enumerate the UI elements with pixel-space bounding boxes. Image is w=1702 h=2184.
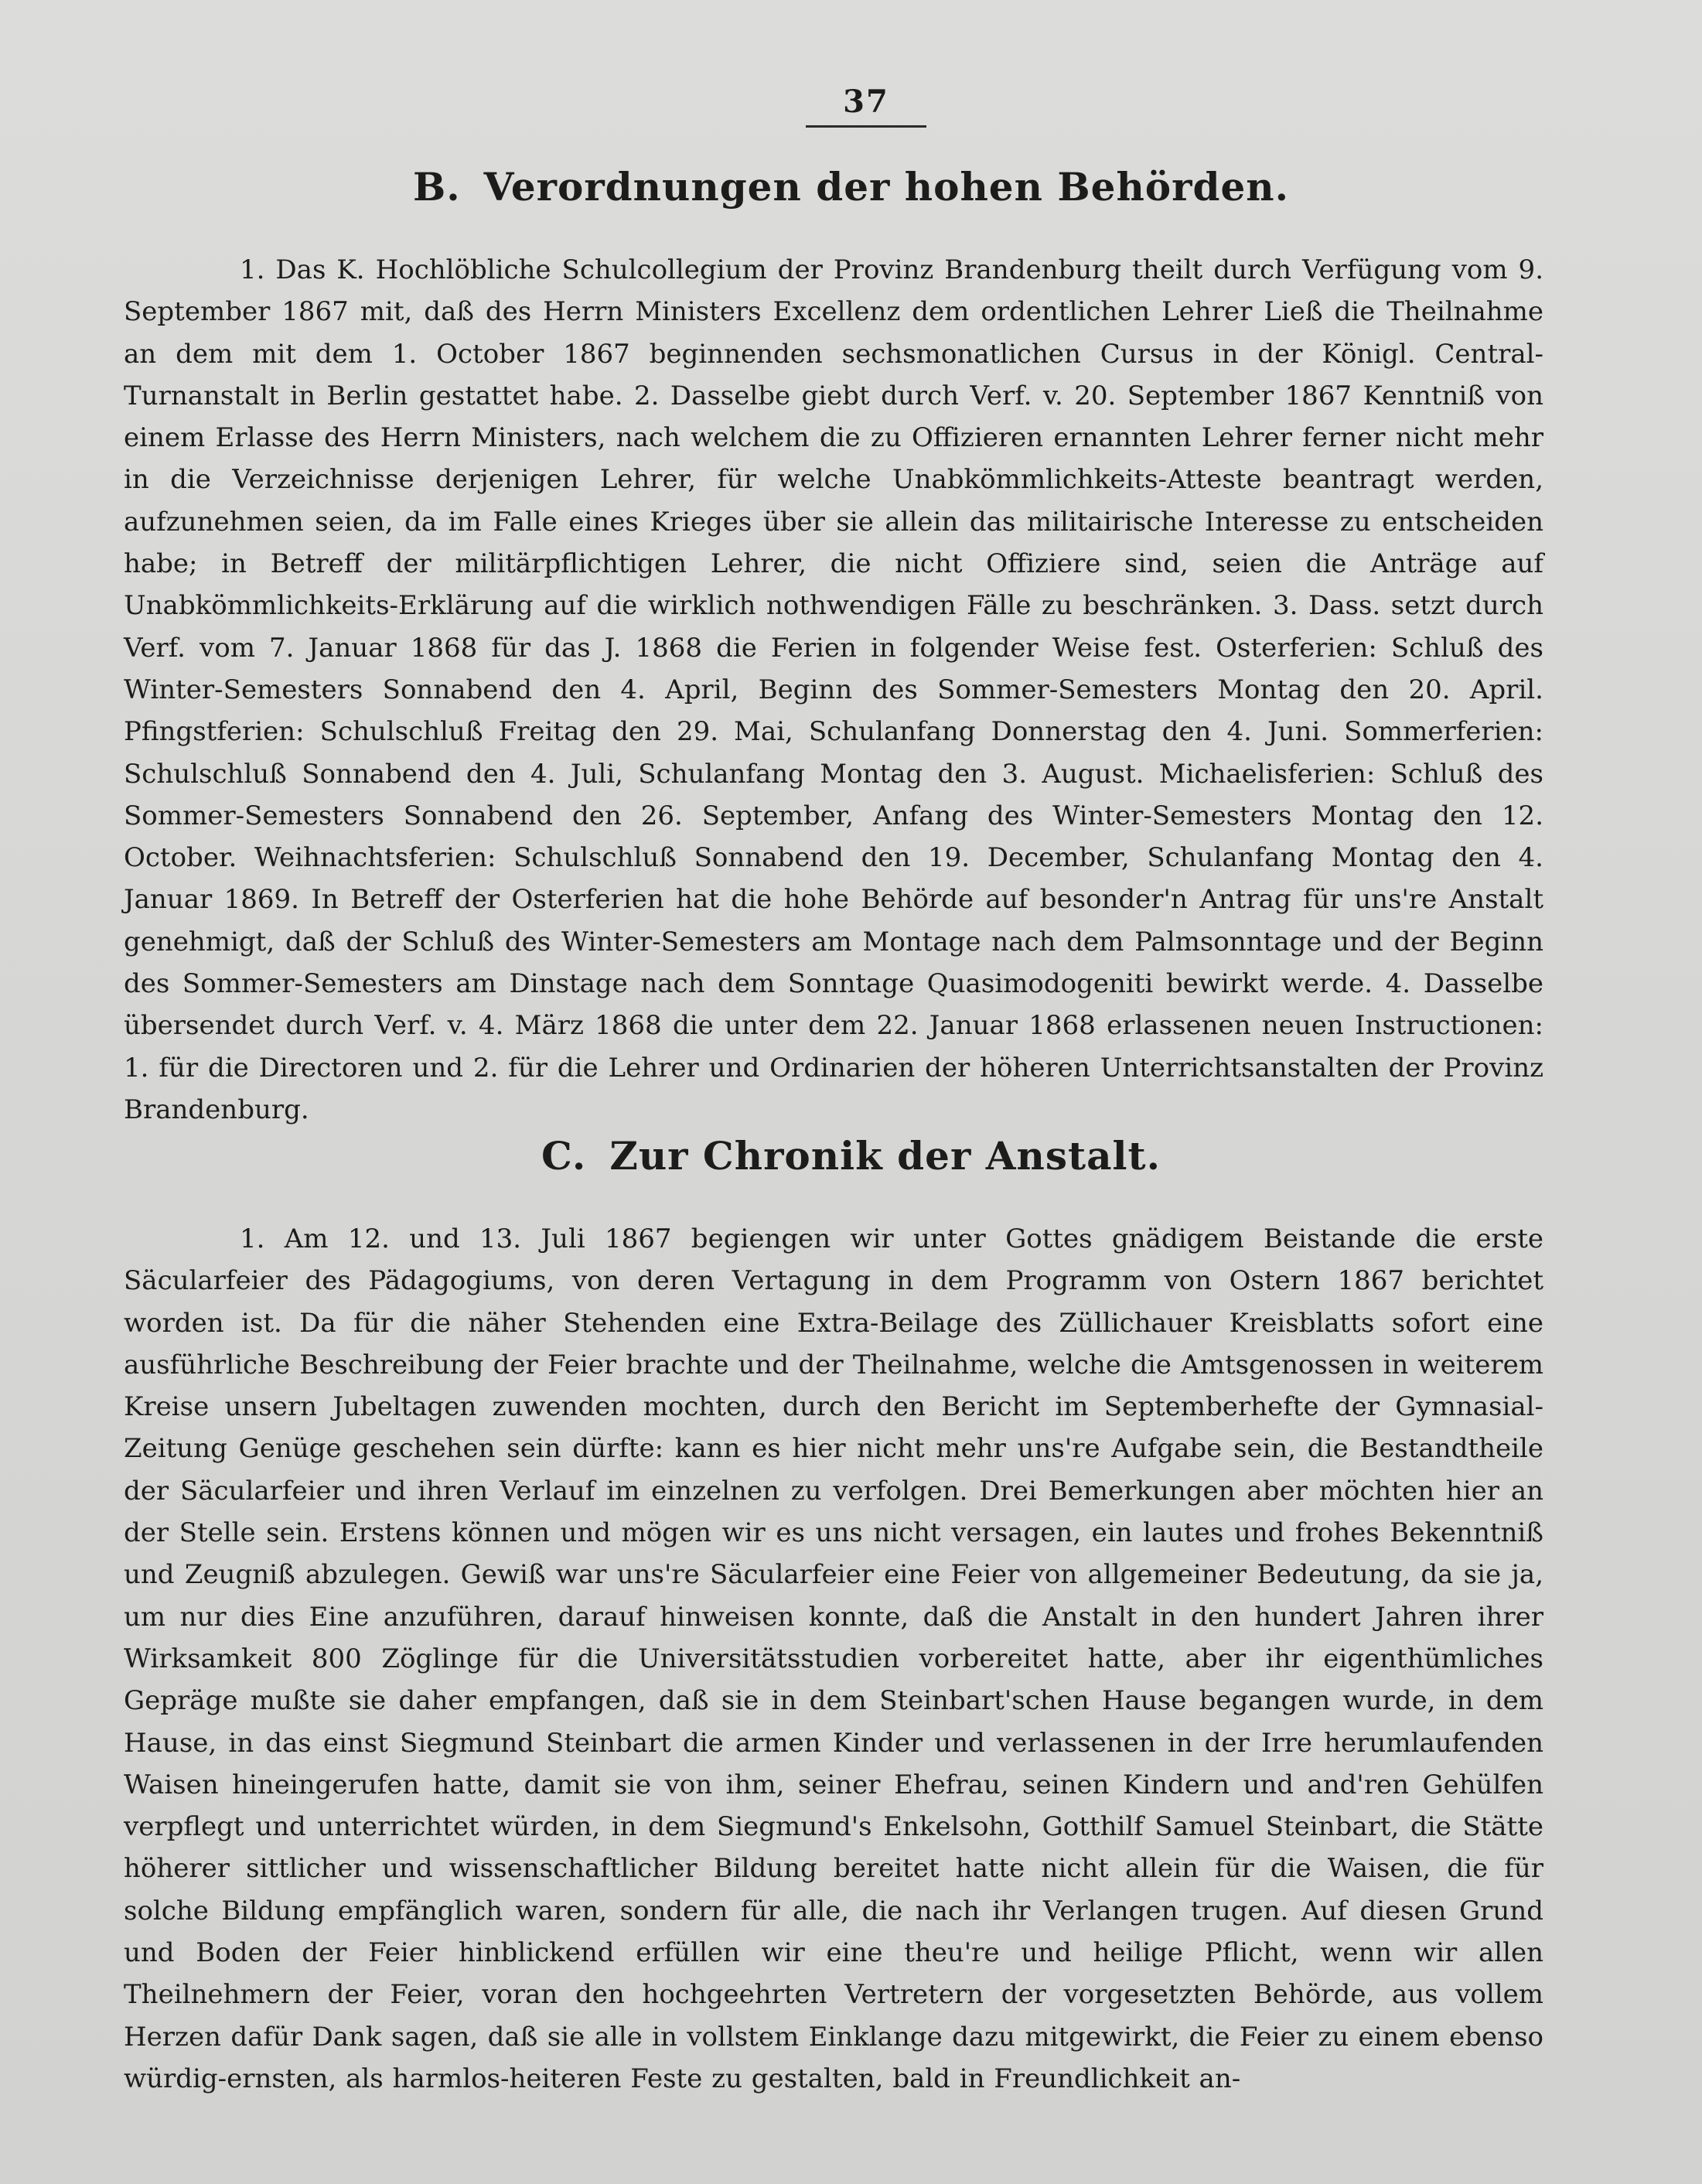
section-b-marker: B. xyxy=(412,164,461,210)
page-number: 37 xyxy=(843,84,889,120)
section-c-paragraph: 1. Am 12. und 13. Juli 1867 begiengen wir unter Gottes gnädigem Beistande die erste Säcularfeier des Pädagogiums, von deren Vertagung in dem Programm von Ostern 1867 berichtet worden ist. Da für die näher Stehenden eine Extra-Beilage des Züllichauer Kreisblatts sofort eine ausführliche Beschreibung der Feier brachte und der Theilnahme, welche die Amtsgenossen in weiterem Kreise unsern Jubeltagen zuwenden mochten, durch den Bericht im Septemberhefte der Gymnasial-Zeitung Genüge geschehen sein dürfte: kann es hier nicht mehr uns're Aufgabe sein, die Bestandtheile der Säcularfeier und ihren Verlauf im einzelnen zu verfolgen. Drei Bemerkungen aber möchten hier an der Stelle sein. Erstens können und mögen wir es uns nicht versagen, ein lautes und frohes Bekenntniß und Zeugniß abzulegen. Gewiß war uns're Säcularfeier eine Feier von allgemeiner Bedeutung, da sie ja, um nur dies Eine anzuführen, darauf hinweisen konnte, daß die Anstalt in den hundert Jahren ihrer Wirksamkeit 800 Zöglinge für die Universitätsstudien vorbereitet hatte, aber ihr eigenthümliches Gepräge mußte sie daher empfangen, daß sie in dem Steinbart'schen Hause begangen wurde, in dem Hause, in das einst Siegmund Steinbart die armen Kinder und verlassenen in der Irre herumlaufenden Waisen hineingerufen hatte, damit sie von ihm, seiner Ehefrau, seinen Kindern und and'ren Gehülfen verpflegt und unterrichtet würden, in dem Siegmund's Enkelsohn, Gotthilf Samuel Steinbart, die Stätte höherer sittlicher und wissenschaftlicher Bildung bereitet hatte nicht allein für die Waisen, die für solche Bildung empfänglich waren, sondern für alle, die nach ihr Verlangen trugen. Auf diesen Grund und Boden der Feier hinblickend erfüllen wir eine theu're und heilige Pflicht, wenn wir allen Theilnehmern der Feier, voran den hochgeehrten Vertretern der vorgesetzten Behörde, aus vollem Herzen dafür Dank sagen, daß sie alle in vollstem Einklange dazu mitgewirkt, die Feier zu einem ebenso würdig-ernsten, als harmlos-heiteren Feste zu gestalten, bald in Freundlichkeit an- xyxy=(124,1223,1543,2094)
section-b-heading xyxy=(0,164,1702,210)
section-c-heading xyxy=(0,1133,1702,1179)
section-c-marker: C. xyxy=(541,1133,587,1179)
section-b-paragraph: 1. Das K. Hochlöbliche Schulcollegium der Provinz Brandenburg theilt durch Verfügung vom 9. September 1867 mit, daß des Herrn Ministers Excellenz dem ordentlichen Lehrer Ließ die Theilnahme an dem mit dem 1. October 1867 beginnenden sechsmonatlichen Cursus in der Königl. Central-Turnanstalt in Berlin gestattet habe. 2. Dasselbe giebt durch Verf. v. 20. September 1867 Kenntniß von einem Erlasse des Herrn Ministers, nach welchem die zu Offizieren ernannten Lehrer ferner nicht mehr in die Verzeichnisse derjenigen Lehrer, für welche Unabkömmlichkeits-Atteste beantragt werden, aufzunehmen seien, da im Falle eines Krieges über sie allein das militairische Interesse zu entscheiden habe; in Betreff der militärpflichtigen Lehrer, die nicht Offiziere sind, seien die Anträge auf Unabkömmlichkeits-Erklärung auf die wirklich nothwendigen Fälle zu beschränken. 3. Dass. setzt durch Verf. vom 7. Januar 1868 für das J. 1868 die Ferien in folgender Weise fest. Osterferien: Schluß des Winter-Semesters Sonnabend den 4. April, Beginn des Sommer-Semesters Montag den 20. April. Pfingstferien: Schulschluß Freitag den 29. Mai, Schulanfang Donnerstag den 4. Juni. Sommerferien: Schulschluß Sonnabend den 4. Juli, Schulanfang Montag den 3. August. Michaelisferien: Schluß des Sommer-Semesters Sonnabend den 26. September, Anfang des Winter-Semesters Montag den 12. October. Weihnachtsferien: Schulschluß Sonnabend den 19. December, Schulanfang Montag den 4. Januar 1869. In Betreff der Osterferien hat die hohe Behörde auf besonder'n Antrag für uns're Anstalt genehmigt, daß der Schluß des Winter-Semesters am Montage nach dem Palmsonntage und der Beginn des Sommer-Semesters am Dinstage nach dem Sonntage Quasimodogeniti bewirkt werde. 4. Dasselbe übersendet durch Verf. v. 4. März 1868 die unter dem 22. Januar 1868 erlassenen neuen Instructionen: 1. für die Directoren und 2. für die Lehrer und Ordinarien der höheren Unterrichtsanstalten der Provinz Brandenburg. xyxy=(124,254,1543,1125)
page-number-underline xyxy=(806,125,926,128)
section-b-title: Verordnungen der hohen Behörden. xyxy=(483,164,1290,210)
section-c-title: Zur Chronik der Anstalt. xyxy=(609,1133,1161,1179)
